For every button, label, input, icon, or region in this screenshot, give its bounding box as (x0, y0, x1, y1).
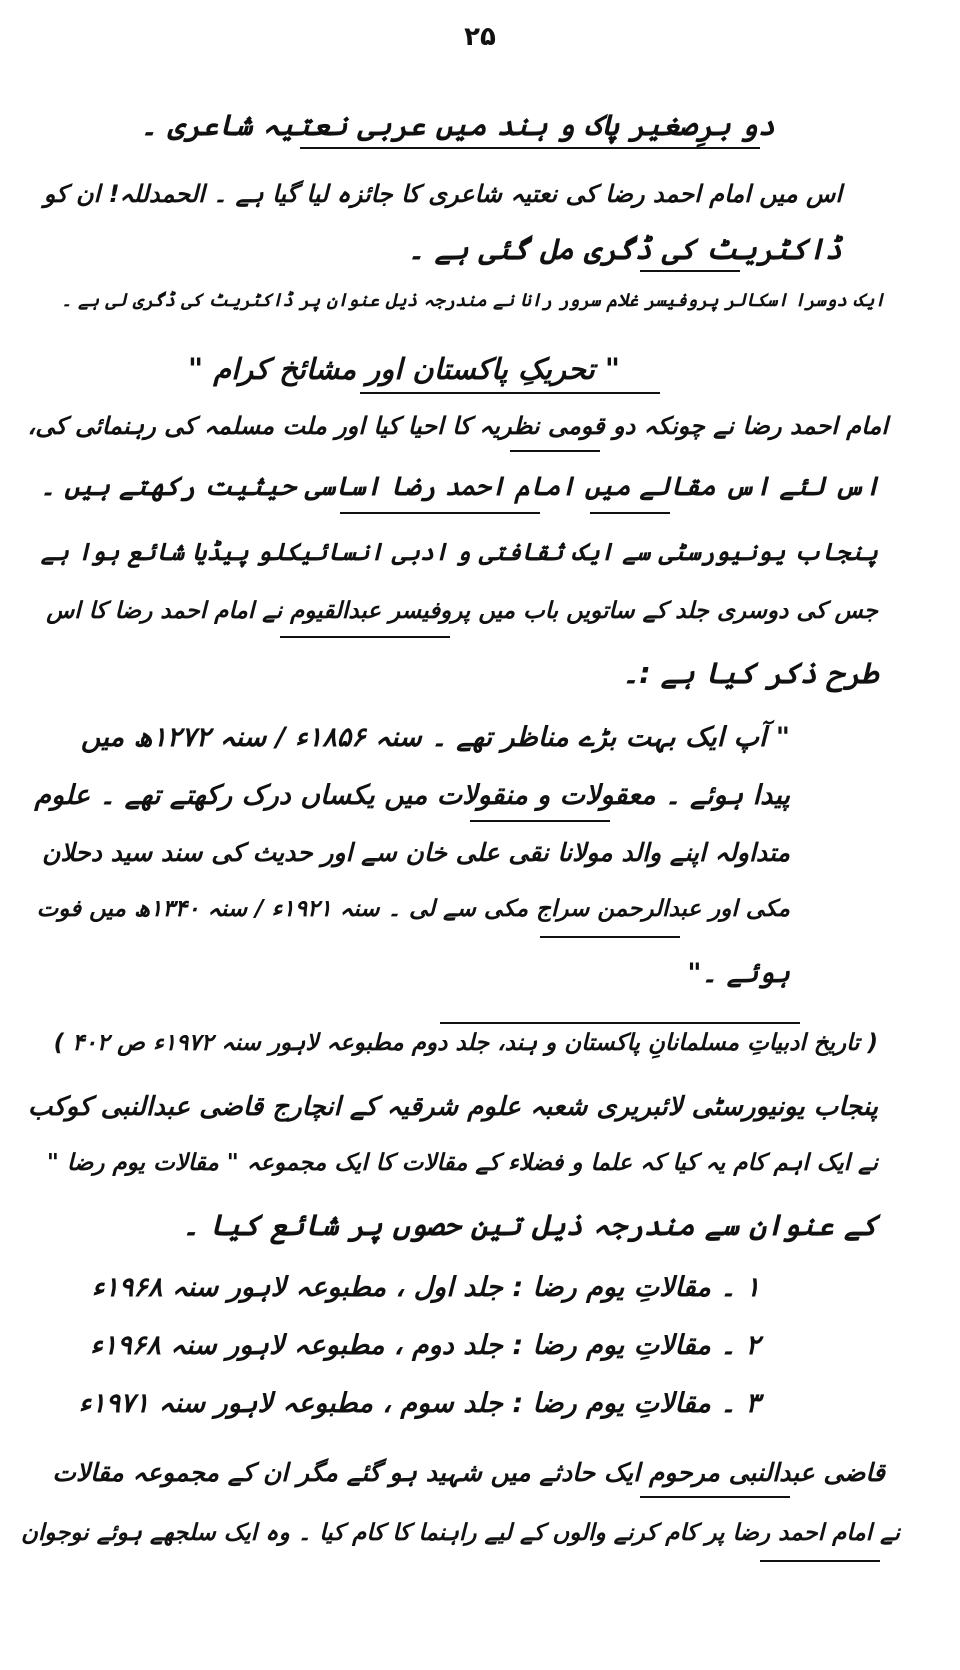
para-5-line-3: کے عنوان سے مندرجہ ذیل تین حصوں پر شائع کیا ۔ (182, 1208, 878, 1242)
quote-line-3: متداولہ اپنے والد مولانا نقی علی خان سے اور حدیث کی سند سید دحلان (42, 838, 790, 867)
para-1-line-1: اس میں امام احمد رضا کی نعتیہ شاعری کا جائزہ لیا گیا ہے ۔ الحمدللہ! ان کو (43, 180, 842, 208)
para-5-line-2: نے ایک اہم کام یہ کیا کہ علما و فضلاء کے مقالات کا ایک مجموعہ " مقالات یوم رضا " (46, 1150, 878, 1176)
page-number: ۲۵ (464, 22, 496, 52)
underline-qazi (640, 1496, 790, 1498)
para-4-line-2: جس کی دوسری جلد کے ساتویں باب میں پروفیسر عبدالقیوم نے امام احمد رضا کا اس (46, 598, 878, 624)
underline-manqulat (470, 820, 610, 822)
citation: ( تاریخ ادبیاتِ مسلمانانِ پاکستان و ہند، جلد دوم مطبوعہ لاہور سنہ ۱۹۷۲ء ص ۴۰۲ ) (53, 1030, 878, 1056)
list-item-2: ۲ ۔ مقالاتِ یوم رضا : جلد دوم ، مطبوعہ لاہور سنہ ۱۹۶۸ء (90, 1330, 760, 1361)
quote-line-1: " آپ ایک بہت بڑے مناظر تھے ۔ سنہ ۱۸۵۶ء / سنہ ۱۲۷۲ھ میں (80, 722, 790, 753)
underline-qayyum (280, 636, 450, 638)
section-heading-arabic-poetry: دو برِصغیر پاک و ہند میں عربی نعتیہ شاعری ۔ (140, 108, 775, 142)
underline-thesis-title (360, 392, 660, 394)
para-4-line-3: طرح ذکر کیا ہے :۔ (622, 656, 878, 690)
underline-abdurrahman (540, 936, 680, 938)
para-1-line-2: ڈاکٹریٹ کی ڈگری مل گئی ہے ۔ (407, 232, 842, 266)
list-item-3: ۳ ۔ مقالاتِ یوم رضا : جلد سوم ، مطبوعہ لاہور سنہ ۱۹۷۱ء (78, 1388, 760, 1419)
underline-maqala (590, 512, 670, 514)
overline-citation (440, 1022, 800, 1024)
para-5-line-1: پنجاب یونیورسٹی لائبریری شعبہ علوم شرقیہ کے انچارج قاضی عبدالنبی کوکب (27, 1092, 878, 1122)
quote-line-5: ہوئے ۔" (687, 958, 790, 989)
list-item-1: ۱ ۔ مقالاتِ یوم رضا : جلد اول ، مطبوعہ لاہور سنہ ۱۹۶۸ء (91, 1272, 760, 1303)
underline-imam (760, 1560, 880, 1562)
thesis-title: " تحریکِ پاکستان اور مشائخ کرام " (188, 352, 620, 386)
underline-two-nation (510, 450, 600, 452)
underline-heading-1 (300, 147, 760, 149)
para-3-line-1: امام احمد رضا نے چونکہ دو قومی نظریہ کا احیا کیا اور ملت مسلمہ کی رہنمائی کی، (27, 412, 888, 440)
para-6-line-2: نے امام احمد رضا پر کام کرنے والوں کے لیے راہنما کا کام کیا ۔ وہ ایک سلجھے ہوئے نوجوان (21, 1520, 900, 1546)
quote-line-2: پیدا ہوئے ۔ معقولات و منقولات میں یکساں درک رکھتے تھے ۔ علوم (34, 780, 790, 811)
quote-line-4: مکی اور عبدالرحمن سراج مکی سے لی ۔ سنہ ۱۹۲۱ء / سنہ ۱۳۴۰ھ میں فوت (36, 896, 790, 922)
para-2-line-1: ایک دوسرا اسکالر پروفیسر غلام سرور رانا نے مندرجہ ذیل عنوان پر ڈاکٹریٹ کی ڈگری لی ہے ۔ (61, 290, 885, 311)
underline-degree (640, 270, 740, 272)
para-3-line-2: اس لئے اس مقالے میں امام احمد رضا اساسی حیثیت رکھتے ہیں ۔ (40, 472, 880, 502)
para-6-line-1: قاضی عبدالنبی مرحوم ایک حادثے میں شہید ہو گئے مگر ان کے مجموعہ مقالات (52, 1458, 885, 1487)
underline-status (340, 512, 540, 514)
para-4-line-1: پنجاب یونیورسٹی سے ایک ثقافتی و ادبی انسائیکلو پیڈیا شائع ہوا ہے (40, 538, 878, 566)
